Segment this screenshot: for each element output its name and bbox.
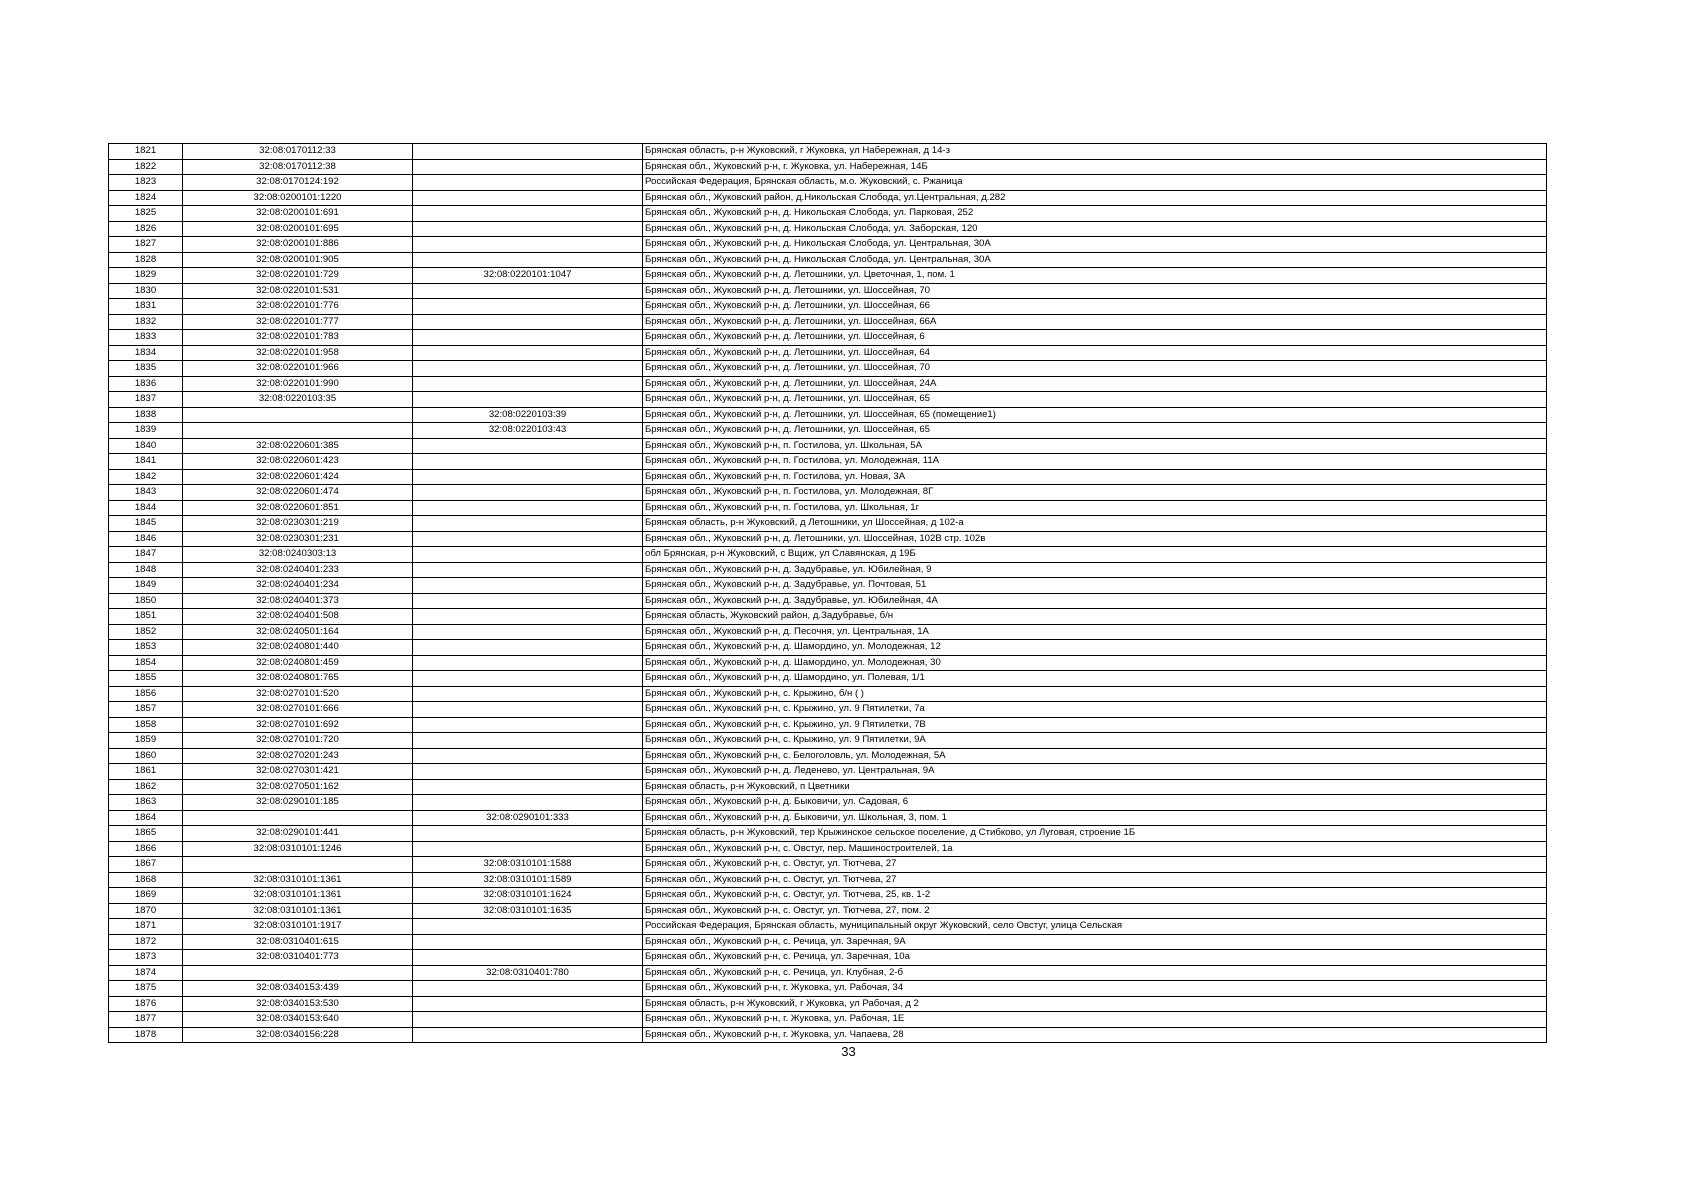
row-number-cell: 1837 [109, 392, 183, 408]
building-cadastral-cell [413, 221, 643, 237]
table-row [109, 578, 1547, 594]
row-number-cell: 1853 [109, 640, 183, 656]
row-number-cell: 1833 [109, 330, 183, 346]
building-cadastral-cell [413, 299, 643, 315]
address-cell: Брянская обл., Жуковский р-н, п. Гостилова, ул. Школьная, 5А [643, 438, 1547, 454]
address-cell: Брянская обл., Жуковский р-н, д. Задубравье, ул. Юбилейная, 9 [643, 562, 1547, 578]
address-cell: Брянская обл., Жуковский р-н, д. Летошники, ул. Шоссейная, 6 [643, 330, 1547, 346]
row-number-cell: 1832 [109, 314, 183, 330]
parcel-cadastral-cell: 32:08:0220601:474 [183, 485, 413, 501]
address-cell: Брянская обл., Жуковский р-н, д. Шамордино, ул. Молодежная, 30 [643, 655, 1547, 671]
parcel-cadastral-cell: 32:08:0270101:520 [183, 686, 413, 702]
row-number-cell: 1847 [109, 547, 183, 563]
address-cell: Брянская обл., Жуковский р-н, п. Гостилова, ул. Молодежная, 8Г [643, 485, 1547, 501]
table-row [109, 268, 1547, 284]
building-cadastral-cell: 32:08:0310401:780 [413, 965, 643, 981]
row-number-cell: 1840 [109, 438, 183, 454]
building-cadastral-cell [413, 547, 643, 563]
row-number-cell: 1835 [109, 361, 183, 377]
row-number-cell: 1856 [109, 686, 183, 702]
row-number-cell: 1873 [109, 950, 183, 966]
parcel-cadastral-cell: 32:08:0200101:1220 [183, 190, 413, 206]
building-cadastral-cell [413, 376, 643, 392]
building-cadastral-cell [413, 795, 643, 811]
parcel-cadastral-cell: 32:08:0240401:508 [183, 609, 413, 625]
address-cell: Брянская обл., Жуковский р-н, с. Овстуг, ул. Тютчева, 27 [643, 872, 1547, 888]
address-cell: Брянская обл., Жуковский р-н, с. Крыжино, ул. 9 Пятилетки, 7а [643, 702, 1547, 718]
table-row [109, 206, 1547, 222]
table-row [109, 237, 1547, 253]
row-number-cell: 1863 [109, 795, 183, 811]
parcel-cadastral-cell: 32:08:0220601:385 [183, 438, 413, 454]
row-number-cell: 1842 [109, 469, 183, 485]
parcel-cadastral-cell: 32:08:0220101:990 [183, 376, 413, 392]
row-number-cell: 1825 [109, 206, 183, 222]
building-cadastral-cell [413, 144, 643, 160]
address-cell: Брянская обл., Жуковский р-н, д. Шамордино, ул. Молодежная, 12 [643, 640, 1547, 656]
parcel-cadastral-cell: 32:08:0220101:531 [183, 283, 413, 299]
table-row [109, 717, 1547, 733]
row-number-cell: 1868 [109, 872, 183, 888]
building-cadastral-cell: 32:08:0310101:1588 [413, 857, 643, 873]
table-row [109, 810, 1547, 826]
parcel-cadastral-cell: 32:08:0310101:1246 [183, 841, 413, 857]
address-cell: Брянская обл., Жуковский р-н, д. Никольская Слобода, ул. Парковая, 252 [643, 206, 1547, 222]
row-number-cell: 1845 [109, 516, 183, 532]
address-cell: Брянская обл., Жуковский р-н, д. Никольская Слобода, ул. Заборская, 120 [643, 221, 1547, 237]
parcel-cadastral-cell: 32:08:0220103:35 [183, 392, 413, 408]
parcel-cadastral-cell: 32:08:0340153:439 [183, 981, 413, 997]
address-cell: Брянская обл., Жуковский р-н, с. Крыжино, б/н ( ) [643, 686, 1547, 702]
table-row [109, 795, 1547, 811]
row-number-cell: 1855 [109, 671, 183, 687]
address-cell: обл Брянская, р-н Жуковский, с Вщиж, ул Славянская, д 19Б [643, 547, 1547, 563]
table-row [109, 934, 1547, 950]
table-row [109, 516, 1547, 532]
address-cell: Брянская обл., Жуковский р-н, с. Белоголовль, ул. Молодежная, 5А [643, 748, 1547, 764]
table-row [109, 826, 1547, 842]
row-number-cell: 1839 [109, 423, 183, 439]
table-row [109, 252, 1547, 268]
table-row [109, 733, 1547, 749]
parcel-cadastral-cell: 32:08:0200101:695 [183, 221, 413, 237]
parcel-cadastral-cell: 32:08:0310401:615 [183, 934, 413, 950]
address-cell: Брянская область, р-н Жуковский, п Цветники [643, 779, 1547, 795]
address-cell: Брянская обл., Жуковский р-н, д. Летошники, ул. Шоссейная, 102В стр. 102в [643, 531, 1547, 547]
table-row [109, 485, 1547, 501]
building-cadastral-cell [413, 950, 643, 966]
building-cadastral-cell [413, 159, 643, 175]
parcel-cadastral-cell: 32:08:0270201:243 [183, 748, 413, 764]
building-cadastral-cell [413, 593, 643, 609]
address-cell: Брянская обл., Жуковский р-н, с. Речица, ул. Клубная, 2-б [643, 965, 1547, 981]
table-row [109, 609, 1547, 625]
parcel-cadastral-cell: 32:08:0240801:459 [183, 655, 413, 671]
row-number-cell: 1857 [109, 702, 183, 718]
address-cell: Брянская обл., Жуковский р-н, с. Крыжино, ул. 9 Пятилетки, 9А [643, 733, 1547, 749]
address-cell: Российская Федерация, Брянская область, муниципальный округ Жуковский, село Овстуг, улица Сельская [643, 919, 1547, 935]
row-number-cell: 1876 [109, 996, 183, 1012]
row-number-cell: 1834 [109, 345, 183, 361]
row-number-cell: 1844 [109, 500, 183, 516]
table-row [109, 407, 1547, 423]
address-cell: Брянская обл., Жуковский р-н, г. Жуковка, ул. Рабочая, 34 [643, 981, 1547, 997]
table-row [109, 779, 1547, 795]
row-number-cell: 1858 [109, 717, 183, 733]
table-row [109, 221, 1547, 237]
address-cell: Брянская обл., Жуковский р-н, д. Задубравье, ул. Почтовая, 51 [643, 578, 1547, 594]
table-row [109, 283, 1547, 299]
row-number-cell: 1830 [109, 283, 183, 299]
building-cadastral-cell [413, 469, 643, 485]
address-cell: Брянская обл., Жуковский р-н, п. Гостилова, ул. Молодежная, 11А [643, 454, 1547, 470]
address-cell: Брянская обл., Жуковский р-н, с. Овстуг, ул. Тютчева, 27, пом. 2 [643, 903, 1547, 919]
building-cadastral-cell [413, 826, 643, 842]
row-number-cell: 1824 [109, 190, 183, 206]
address-cell: Брянская обл., Жуковский р-н, г. Жуковка, ул. Набережная, 14Б [643, 159, 1547, 175]
building-cadastral-cell [413, 531, 643, 547]
table-row [109, 299, 1547, 315]
address-cell: Брянская область, Жуковский район, д.Задубравье, б/н [643, 609, 1547, 625]
table-row [109, 345, 1547, 361]
row-number-cell: 1826 [109, 221, 183, 237]
parcel-cadastral-cell [183, 407, 413, 423]
parcel-cadastral-cell: 32:08:0240303:13 [183, 547, 413, 563]
row-number-cell: 1871 [109, 919, 183, 935]
parcel-cadastral-cell: 32:08:0270301:421 [183, 764, 413, 780]
row-number-cell: 1859 [109, 733, 183, 749]
row-number-cell: 1850 [109, 593, 183, 609]
address-cell: Брянская обл., Жуковский р-н, д. Леденево, ул. Центральная, 9А [643, 764, 1547, 780]
parcel-cadastral-cell: 32:08:0220101:729 [183, 268, 413, 284]
parcel-cadastral-cell: 32:08:0170124:192 [183, 175, 413, 191]
table-row [109, 655, 1547, 671]
building-cadastral-cell: 32:08:0220103:39 [413, 407, 643, 423]
building-cadastral-cell [413, 206, 643, 222]
table-row [109, 888, 1547, 904]
address-cell: Брянская обл., Жуковский р-н, д. Летошники, ул. Шоссейная, 70 [643, 283, 1547, 299]
parcel-cadastral-cell [183, 857, 413, 873]
parcel-cadastral-cell: 32:08:0170112:33 [183, 144, 413, 160]
address-cell: Брянская обл., Жуковский р-н, д. Летошники, ул. Шоссейная, 65 [643, 392, 1547, 408]
table-row [109, 190, 1547, 206]
table-row [109, 950, 1547, 966]
building-cadastral-cell [413, 996, 643, 1012]
row-number-cell: 1849 [109, 578, 183, 594]
parcel-cadastral-cell: 32:08:0270101:720 [183, 733, 413, 749]
building-cadastral-cell: 32:08:0220103:43 [413, 423, 643, 439]
address-cell: Брянская обл., Жуковский р-н, с. Речица, ул. Заречная, 10а [643, 950, 1547, 966]
parcel-cadastral-cell: 32:08:0340153:530 [183, 996, 413, 1012]
address-cell: Брянская обл., Жуковский р-н, д. Летошники, ул. Шоссейная, 66 [643, 299, 1547, 315]
table-row [109, 996, 1547, 1012]
building-cadastral-cell [413, 609, 643, 625]
row-number-cell: 1869 [109, 888, 183, 904]
table-row [109, 547, 1547, 563]
row-number-cell: 1822 [109, 159, 183, 175]
row-number-cell: 1831 [109, 299, 183, 315]
address-cell: Брянская обл., Жуковский р-н, д. Быковичи, ул. Школьная, 3, пом. 1 [643, 810, 1547, 826]
address-cell: Брянская обл., Жуковский р-н, д. Никольская Слобода, ул. Центральная, 30А [643, 252, 1547, 268]
table-row [109, 438, 1547, 454]
building-cadastral-cell [413, 934, 643, 950]
address-cell: Брянская область, р-н Жуковский, г Жуковка, ул Рабочая, д 2 [643, 996, 1547, 1012]
table-row [109, 1012, 1547, 1028]
parcel-cadastral-cell [183, 965, 413, 981]
parcel-cadastral-cell: 32:08:0270101:692 [183, 717, 413, 733]
table-row [109, 872, 1547, 888]
building-cadastral-cell: 32:08:0310101:1624 [413, 888, 643, 904]
row-number-cell: 1841 [109, 454, 183, 470]
row-number-cell: 1828 [109, 252, 183, 268]
parcel-cadastral-cell: 32:08:0270101:666 [183, 702, 413, 718]
row-number-cell: 1843 [109, 485, 183, 501]
table-row [109, 764, 1547, 780]
parcel-cadastral-cell: 32:08:0220101:783 [183, 330, 413, 346]
table-row [109, 671, 1547, 687]
table-row [109, 748, 1547, 764]
address-cell: Брянская обл., Жуковский р-н, д. Песочня, ул. Центральная, 1А [643, 624, 1547, 640]
table-row [109, 965, 1547, 981]
table-row [109, 314, 1547, 330]
table-row [109, 500, 1547, 516]
parcel-cadastral-cell: 32:08:0220101:777 [183, 314, 413, 330]
building-cadastral-cell [413, 516, 643, 532]
address-cell: Брянская обл., Жуковский р-н, д. Летошники, ул. Шоссейная, 70 [643, 361, 1547, 377]
row-number-cell: 1864 [109, 810, 183, 826]
parcel-cadastral-cell: 32:08:0220601:851 [183, 500, 413, 516]
building-cadastral-cell [413, 841, 643, 857]
parcel-cadastral-cell: 32:08:0200101:691 [183, 206, 413, 222]
parcel-cadastral-cell: 32:08:0270501:162 [183, 779, 413, 795]
table-row [109, 593, 1547, 609]
building-cadastral-cell [413, 252, 643, 268]
building-cadastral-cell [413, 640, 643, 656]
parcel-cadastral-cell: 32:08:0240501:164 [183, 624, 413, 640]
parcel-cadastral-cell [183, 810, 413, 826]
table-row [109, 376, 1547, 392]
table-row [109, 562, 1547, 578]
parcel-cadastral-cell: 32:08:0220101:966 [183, 361, 413, 377]
row-number-cell: 1860 [109, 748, 183, 764]
parcel-cadastral-cell: 32:08:0240801:440 [183, 640, 413, 656]
table-row [109, 857, 1547, 873]
address-cell: Брянская обл., Жуковский р-н, д. Летошники, ул. Шоссейная, 24А [643, 376, 1547, 392]
parcel-cadastral-cell: 32:08:0230301:231 [183, 531, 413, 547]
row-number-cell: 1878 [109, 1027, 183, 1043]
row-number-cell: 1875 [109, 981, 183, 997]
table-row [109, 640, 1547, 656]
building-cadastral-cell [413, 702, 643, 718]
building-cadastral-cell [413, 454, 643, 470]
row-number-cell: 1852 [109, 624, 183, 640]
parcel-cadastral-cell: 32:08:0240401:233 [183, 562, 413, 578]
address-cell: Брянская обл., Жуковский р-н, с. Крыжино, ул. 9 Пятилетки, 7В [643, 717, 1547, 733]
building-cadastral-cell [413, 981, 643, 997]
building-cadastral-cell [413, 562, 643, 578]
table-row [109, 469, 1547, 485]
parcel-cadastral-cell: 32:08:0310101:1361 [183, 903, 413, 919]
building-cadastral-cell [413, 314, 643, 330]
address-cell: Брянская обл., Жуковский р-н, д. Летошники, ул. Шоссейная, 65 [643, 423, 1547, 439]
row-number-cell: 1848 [109, 562, 183, 578]
registry-table [108, 143, 1547, 1043]
address-cell: Брянская обл., Жуковский р-н, д. Летошники, ул. Шоссейная, 65 (помещение1) [643, 407, 1547, 423]
building-cadastral-cell [413, 671, 643, 687]
registry-sheet [108, 143, 1546, 1043]
parcel-cadastral-cell: 32:08:0200101:905 [183, 252, 413, 268]
building-cadastral-cell [413, 919, 643, 935]
address-cell: Брянская обл., Жуковский р-н, с. Овстуг, ул. Тютчева, 27 [643, 857, 1547, 873]
row-number-cell: 1846 [109, 531, 183, 547]
parcel-cadastral-cell: 32:08:0170112:38 [183, 159, 413, 175]
address-cell: Брянская область, р-н Жуковский, г Жуковка, ул Набережная, д 14-з [643, 144, 1547, 160]
parcel-cadastral-cell: 32:08:0240801:765 [183, 671, 413, 687]
table-row [109, 686, 1547, 702]
page-number: 33 [841, 1044, 856, 1059]
parcel-cadastral-cell: 32:08:0200101:886 [183, 237, 413, 253]
row-number-cell: 1823 [109, 175, 183, 191]
parcel-cadastral-cell: 32:08:0310101:1917 [183, 919, 413, 935]
building-cadastral-cell [413, 190, 643, 206]
building-cadastral-cell [413, 438, 643, 454]
building-cadastral-cell: 32:08:0220101:1047 [413, 268, 643, 284]
building-cadastral-cell [413, 392, 643, 408]
address-cell: Брянская обл., Жуковский р-н, с. Овстуг, пер. Машиностроителей, 1а [643, 841, 1547, 857]
row-number-cell: 1836 [109, 376, 183, 392]
address-cell: Брянская обл., Жуковский р-н, д. Быковичи, ул. Садовая, 6 [643, 795, 1547, 811]
table-row [109, 144, 1547, 160]
parcel-cadastral-cell: 32:08:0220101:776 [183, 299, 413, 315]
address-cell: Брянская обл., Жуковский р-н, г. Жуковка, ул. Рабочая, 1Е [643, 1012, 1547, 1028]
address-cell: Брянская обл., Жуковский р-н, п. Гостилова, ул. Новая, 3А [643, 469, 1547, 485]
row-number-cell: 1851 [109, 609, 183, 625]
table-row [109, 175, 1547, 191]
row-number-cell: 1829 [109, 268, 183, 284]
row-number-cell: 1877 [109, 1012, 183, 1028]
row-number-cell: 1867 [109, 857, 183, 873]
parcel-cadastral-cell: 32:08:0220101:958 [183, 345, 413, 361]
building-cadastral-cell [413, 748, 643, 764]
building-cadastral-cell [413, 345, 643, 361]
address-cell: Брянская обл., Жуковский район, д.Никольская Слобода, ул.Центральная, д.282 [643, 190, 1547, 206]
building-cadastral-cell [413, 686, 643, 702]
row-number-cell: 1854 [109, 655, 183, 671]
address-cell: Брянская обл., Жуковский р-н, д. Никольская Слобода, ул. Центральная, 30А [643, 237, 1547, 253]
row-number-cell: 1866 [109, 841, 183, 857]
address-cell: Брянская обл., Жуковский р-н, д. Летошники, ул. Цветочная, 1, пом. 1 [643, 268, 1547, 284]
table-row [109, 702, 1547, 718]
building-cadastral-cell [413, 283, 643, 299]
table-row [109, 919, 1547, 935]
building-cadastral-cell [413, 578, 643, 594]
table-row [109, 392, 1547, 408]
parcel-cadastral-cell: 32:08:0340156:228 [183, 1027, 413, 1043]
parcel-cadastral-cell: 32:08:0310101:1361 [183, 888, 413, 904]
parcel-cadastral-cell: 32:08:0290101:185 [183, 795, 413, 811]
table-row [109, 1027, 1547, 1043]
parcel-cadastral-cell: 32:08:0290101:441 [183, 826, 413, 842]
building-cadastral-cell [413, 237, 643, 253]
building-cadastral-cell: 32:08:0290101:333 [413, 810, 643, 826]
row-number-cell: 1821 [109, 144, 183, 160]
table-row [109, 981, 1547, 997]
building-cadastral-cell: 32:08:0310101:1635 [413, 903, 643, 919]
table-row [109, 903, 1547, 919]
building-cadastral-cell [413, 361, 643, 377]
parcel-cadastral-cell: 32:08:0340153:640 [183, 1012, 413, 1028]
building-cadastral-cell [413, 717, 643, 733]
building-cadastral-cell: 32:08:0310101:1589 [413, 872, 643, 888]
row-number-cell: 1874 [109, 965, 183, 981]
parcel-cadastral-cell: 32:08:0220601:423 [183, 454, 413, 470]
table-row [109, 841, 1547, 857]
building-cadastral-cell [413, 175, 643, 191]
table-row [109, 159, 1547, 175]
row-number-cell: 1865 [109, 826, 183, 842]
address-cell: Брянская обл., Жуковский р-н, д. Задубравье, ул. Юбилейная, 4А [643, 593, 1547, 609]
table-row [109, 531, 1547, 547]
table-row [109, 454, 1547, 470]
building-cadastral-cell [413, 655, 643, 671]
building-cadastral-cell [413, 500, 643, 516]
table-row [109, 624, 1547, 640]
building-cadastral-cell [413, 330, 643, 346]
address-cell: Брянская обл., Жуковский р-н, г. Жуковка, ул. Чапаева, 28 [643, 1027, 1547, 1043]
building-cadastral-cell [413, 764, 643, 780]
building-cadastral-cell [413, 624, 643, 640]
table-row [109, 423, 1547, 439]
building-cadastral-cell [413, 733, 643, 749]
building-cadastral-cell [413, 779, 643, 795]
table-row [109, 330, 1547, 346]
row-number-cell: 1862 [109, 779, 183, 795]
address-cell: Брянская обл., Жуковский р-н, п. Гостилова, ул. Школьная, 1г [643, 500, 1547, 516]
row-number-cell: 1827 [109, 237, 183, 253]
parcel-cadastral-cell: 32:08:0240401:373 [183, 593, 413, 609]
address-cell: Брянская область, р-н Жуковский, тер Крыжинское сельское поселение, д Стибково, ул Луговая, строение 1Б [643, 826, 1547, 842]
address-cell: Российская Федерация, Брянская область, м.о. Жуковский, с. Ржаница [643, 175, 1547, 191]
parcel-cadastral-cell [183, 423, 413, 439]
row-number-cell: 1872 [109, 934, 183, 950]
parcel-cadastral-cell: 32:08:0230301:219 [183, 516, 413, 532]
address-cell: Брянская область, р-н Жуковский, д Летошники, ул Шоссейная, д 102-а [643, 516, 1547, 532]
parcel-cadastral-cell: 32:08:0240401:234 [183, 578, 413, 594]
address-cell: Брянская обл., Жуковский р-н, д. Летошники, ул. Шоссейная, 64 [643, 345, 1547, 361]
parcel-cadastral-cell: 32:08:0310101:1361 [183, 872, 413, 888]
table-row [109, 361, 1547, 377]
address-cell: Брянская обл., Жуковский р-н, с. Речица, ул. Заречная, 9А [643, 934, 1547, 950]
building-cadastral-cell [413, 485, 643, 501]
address-cell: Брянская обл., Жуковский р-н, с. Овстуг, ул. Тютчева, 25, кв. 1-2 [643, 888, 1547, 904]
building-cadastral-cell [413, 1027, 643, 1043]
row-number-cell: 1838 [109, 407, 183, 423]
building-cadastral-cell [413, 1012, 643, 1028]
row-number-cell: 1861 [109, 764, 183, 780]
registry-table-body [109, 144, 1547, 1043]
address-cell: Брянская обл., Жуковский р-н, д. Летошники, ул. Шоссейная, 66А [643, 314, 1547, 330]
parcel-cadastral-cell: 32:08:0310401:773 [183, 950, 413, 966]
address-cell: Брянская обл., Жуковский р-н, д. Шамордино, ул. Полевая, 1/1 [643, 671, 1547, 687]
parcel-cadastral-cell: 32:08:0220601:424 [183, 469, 413, 485]
row-number-cell: 1870 [109, 903, 183, 919]
